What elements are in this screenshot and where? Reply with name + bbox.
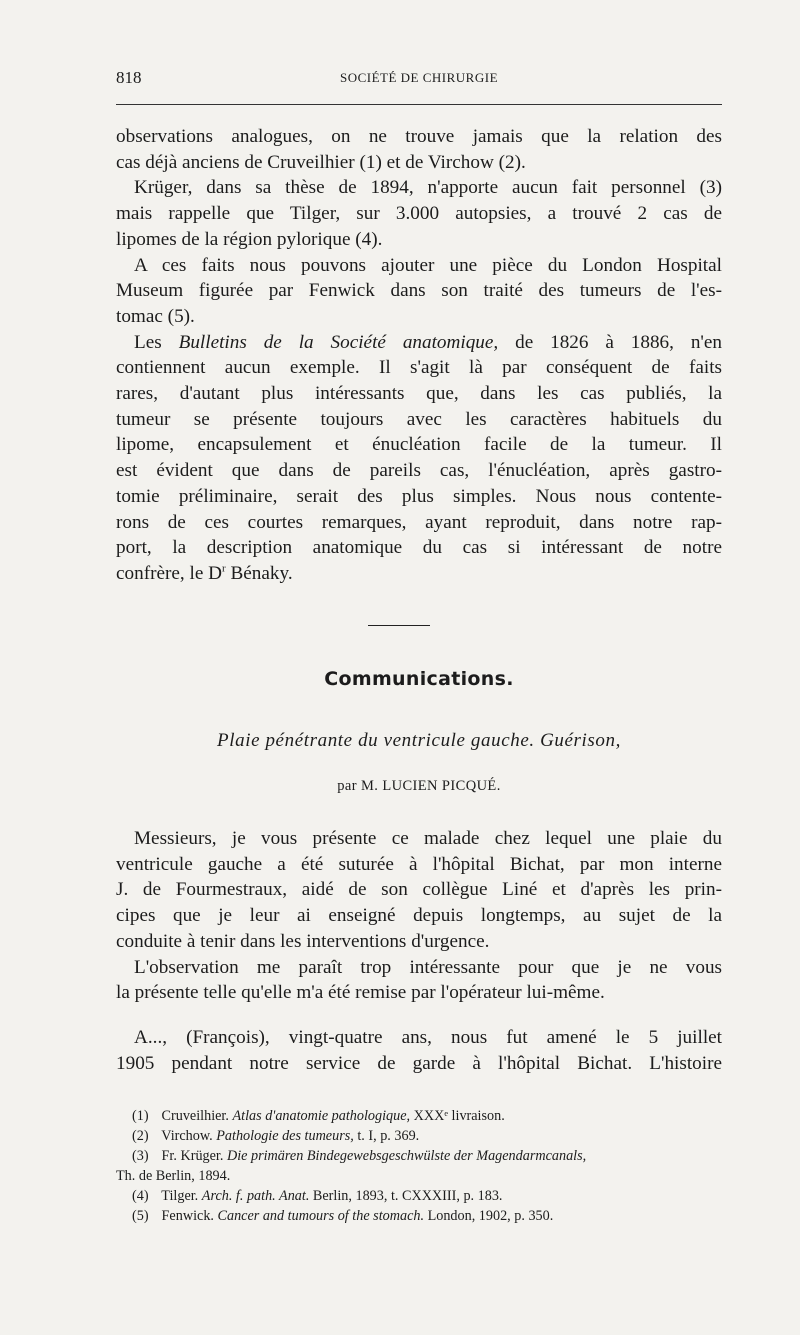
text-fragment: Bénaky. — [230, 562, 293, 584]
footnote — [116, 1146, 722, 1166]
footnote-details: Berlin, 1893, t. CXXXIII, p. 183. — [312, 1188, 503, 1204]
text-line: mais rappelle que Tilger, sur 3.000 autopsies, a trouvé 2 cas de — [116, 203, 722, 225]
text-line: cipes que je leur ai enseigné depuis longtemps, au sujet de la — [116, 905, 722, 927]
byline: par M. LUCIEN PICQUÉ. — [337, 778, 501, 794]
text-line: ventricule gauche a été suturée à l'hôpital Bichat, par mon interne — [116, 853, 722, 875]
text-line: est évident que dans de pareils cas, l'énucléation, après gastro- — [116, 460, 722, 482]
footnote — [116, 1186, 722, 1206]
text-line: tomac (5). — [116, 305, 195, 327]
footnote-details: Th. de Berlin, 1894. — [116, 1168, 231, 1184]
top-section-text — [116, 124, 722, 587]
text-line: Museum figurée par Fenwick dans son traité des tumeurs de l'es- — [116, 280, 722, 302]
journal-title: Bulletins de la Société anatomique, — [178, 331, 499, 353]
footnote-work: Die primären Bindegewebsgeschwülste der Magendarmcanals, — [226, 1148, 587, 1164]
footnote-details: t. I, p. 369. — [357, 1128, 420, 1144]
footnote-author: Fr. Krüger. — [161, 1148, 224, 1164]
text-line: rons de ces courtes remarques, ayant reproduit, dans notre rap- — [116, 511, 722, 533]
text-line: cas déjà anciens de Cruveilhier (1) et de Virchow (2). — [116, 151, 526, 173]
text-line: lipome, encapsulement et énucléation facile de la tumeur. Il — [116, 434, 722, 456]
footnote-number: (5) — [132, 1208, 149, 1224]
footnote — [116, 1206, 722, 1226]
main-section-text-2 — [116, 1025, 722, 1076]
footnote — [116, 1126, 722, 1146]
page-header — [116, 68, 722, 94]
text-line: tomie préliminaire, serait des plus simples. Nous nous contente- — [116, 485, 722, 507]
section-divider — [368, 625, 430, 626]
text-line-bulletins — [116, 330, 722, 356]
footnotes — [116, 1106, 722, 1226]
text-line: J. de Fourmestraux, aidé de son collègue Liné et d'après les prin- — [116, 879, 722, 901]
footnote-author: Cruveilhier. — [161, 1108, 229, 1124]
footnote-author: Virchow. — [161, 1128, 213, 1144]
main-section-text — [116, 826, 722, 1006]
footnote-number: (3) — [132, 1148, 149, 1164]
running-title: SOCIÉTÉ DE CHIRURGIE — [339, 70, 499, 85]
footnote-continuation — [116, 1166, 722, 1186]
footnote-work: Pathologie des tumeurs, — [216, 1128, 354, 1144]
les-word: Les — [134, 331, 162, 353]
footnote-number: (4) — [132, 1188, 149, 1204]
text-line: tumeur se présente toujours avec les caractères habituels du — [116, 408, 722, 430]
text-fragment: de 1826 à 1886, n'en — [515, 331, 722, 353]
footnote-number: (1) — [132, 1108, 149, 1124]
text-line: la présente telle qu'elle m'a été remise par l'opérateur lui-même. — [116, 982, 605, 1004]
footnote-number: (2) — [132, 1128, 149, 1144]
footnote-author: Fenwick. — [161, 1208, 214, 1224]
article-title: Plaie pénétrante du ventricule gauche. Guérison, — [217, 730, 621, 751]
footnote — [116, 1106, 722, 1126]
text-line: observations analogues, on ne trouve jamais que la relation des — [116, 126, 722, 147]
text-line: contiennent aucun exemple. Il s'agit là par conséquent de faits — [116, 357, 722, 379]
text-line: conduite à tenir dans les interventions d'urgence. — [116, 930, 490, 952]
header-rule — [116, 104, 722, 105]
footnote-work: Cancer and tumours of the stomach. — [217, 1208, 425, 1224]
text-fragment: confrère, le D — [116, 562, 222, 584]
text-line-last — [116, 561, 722, 587]
superscript: r — [222, 562, 226, 575]
text-line: 1905 pendant notre service de garde à l'hôpital Bichat. L'histoire — [116, 1052, 722, 1074]
footnote-details: XXXᵉ livraison. — [413, 1108, 505, 1124]
footnote-details: London, 1902, p. 350. — [427, 1208, 554, 1224]
footnote-work: Arch. f. path. Anat. — [201, 1188, 310, 1204]
footnote-author: Tilger. — [161, 1188, 199, 1204]
text-line: rares, d'autant plus intéressants que, dans les cas publiés, la — [116, 383, 722, 405]
text-line: L'observation me paraît trop intéressante pour que je ne vous — [134, 956, 722, 978]
text-line: Messieurs, je vous présente ce malade chez lequel une plaie du — [134, 828, 722, 849]
page-number: 818 — [116, 68, 142, 87]
text-line: A..., (François), vingt-quatre ans, nous fut amené le 5 juillet — [134, 1027, 722, 1048]
section-heading: Communications. — [324, 668, 514, 690]
text-line: Krüger, dans sa thèse de 1894, n'apporte aucun fait personnel (3) — [134, 177, 722, 199]
text-line: lipomes de la région pylorique (4). — [116, 228, 383, 250]
text-line: port, la description anatomique du cas si intéressant de notre — [116, 537, 722, 559]
text-line: A ces faits nous pouvons ajouter une pièce du London Hospital — [134, 254, 722, 276]
footnote-work: Atlas d'anatomie pathologique, — [232, 1108, 411, 1124]
